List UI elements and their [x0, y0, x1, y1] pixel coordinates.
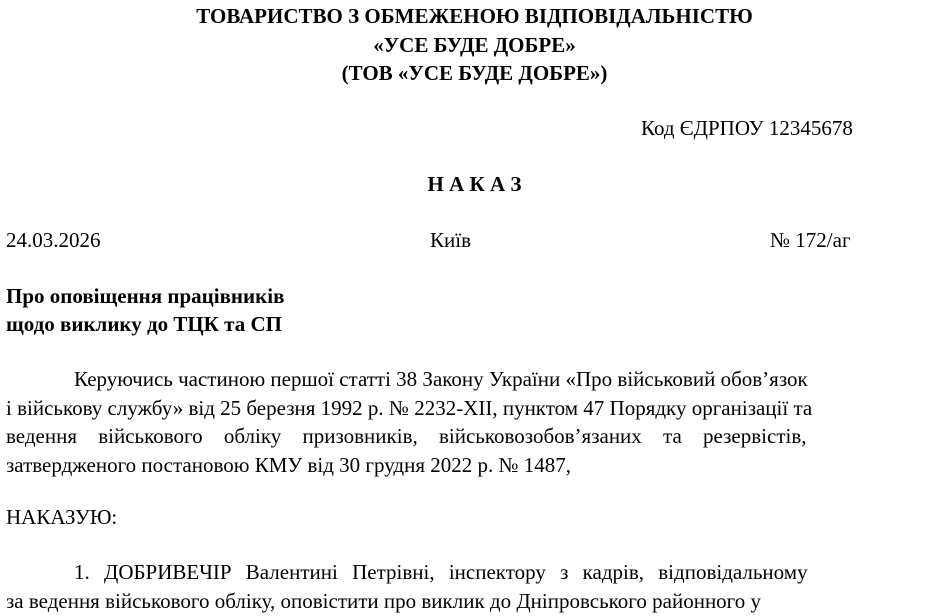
order-date: 24.03.2026 — [6, 228, 101, 252]
order-city: Київ — [430, 228, 471, 252]
order-subject-line1: Про оповіщення працівників — [6, 284, 285, 308]
company-name-line2: «УСЕ БУДЕ ДОБРЕ» — [373, 33, 576, 57]
decree-word: НАКАЗУЮ: — [6, 505, 118, 529]
company-short-name: (ТОВ «УСЕ БУДЕ ДОБРЕ») — [341, 61, 608, 85]
order-item-line: за ведення військового обліку, оповістити про виклик до Дніпровського районного у — [6, 588, 762, 613]
preamble-line: Керуючись частиною першої статті 38 Закону України «Про військовий обов’язок — [74, 367, 808, 391]
edrpou-code: Код ЄДРПОУ 12345678 — [641, 116, 853, 140]
preamble-line: і військову службу» від 25 березня 1992 р. № 2232-XII, пунктом 47 Порядку організації та — [6, 395, 813, 420]
preamble-line: затвердженого постановою КМУ від 30 грудня 2022 р. № 1487, — [6, 452, 572, 477]
company-name-line1: ТОВАРИСТВО З ОБМЕЖЕНОЮ ВІДПОВІДАЛЬНІСТЮ — [196, 4, 753, 28]
order-item-line: 1. ДОБРИВЕЧІР Валентині Петрівні, інспектору з кадрів, відповідальному — [74, 560, 808, 584]
order-number: № 172/аг — [770, 228, 851, 252]
order-subject-line2: щодо виклику до ТЦК та СП — [6, 312, 282, 336]
preamble-paragraph — [6, 365, 940, 479]
preamble-line: ведення військового обліку призовників, військовозобов’язаних та резервістів, — [6, 424, 807, 448]
order-title: Н А К А З — [427, 172, 522, 196]
order-item-1 — [6, 558, 940, 615]
